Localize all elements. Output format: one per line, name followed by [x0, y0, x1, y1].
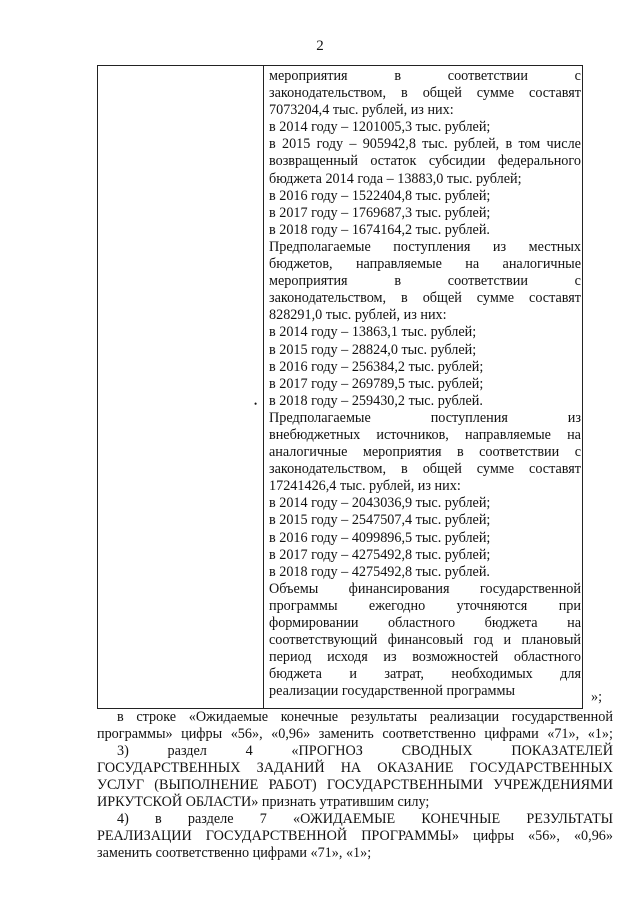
table-text-line: законодательством, в общей сумме составят — [269, 461, 581, 478]
table-text-line: в 2018 году – 4275492,8 тыс. рублей. — [269, 563, 490, 580]
table-text-line: Объемы финансирования государственной — [269, 580, 581, 597]
body-text-line: заменить соответственно цифрами «71», «1»; — [97, 845, 372, 861]
table-text-line: в 2014 году – 2043036,9 тыс. рублей; — [269, 495, 491, 512]
table-text-line: 17241426,4 тыс. рублей, из них: — [269, 478, 461, 495]
table-text-line: законодательством, в общей сумме составят — [269, 85, 581, 102]
table-text-line: в 2016 году – 1522404,8 тыс. рублей; — [269, 187, 491, 204]
table-text-line: возвращенный остаток субсидии федерального — [269, 153, 581, 170]
table-text-line: в 2018 году – 259430,2 тыс. рублей. — [269, 392, 483, 409]
body-text-line: 3) раздел 4 «ПРОГНОЗ СВОДНЫХ ПОКАЗАТЕЛЕЙ — [117, 743, 613, 759]
table-text-line: период исходя из возможностей областного — [269, 649, 581, 666]
column-divider — [263, 66, 264, 708]
table-text-line: аналогичные мероприятия в соответствии с — [269, 444, 581, 461]
financing-text-cell — [269, 68, 581, 700]
financing-table — [97, 65, 583, 709]
body-text-line: 4) в разделе 7 «ОЖИДАЕМЫЕ КОНЕЧНЫЕ РЕЗУЛЬТАТЫ — [117, 811, 613, 827]
table-text-line: в 2017 году – 4275492,8 тыс. рублей; — [269, 546, 491, 563]
table-text-line: бюджетов, направляемые на аналогичные — [269, 256, 581, 273]
table-text-line: законодательством, в общей сумме составят — [269, 290, 581, 307]
body-text-line: в строке «Ожидаемые конечные результаты реализации государственной — [117, 709, 613, 725]
table-text-line: в 2018 году – 1674164,2 тыс. рублей. — [269, 221, 490, 238]
closing-quote: »; — [591, 689, 603, 705]
body-text-line: УСЛУГ (ВЫПОЛНЕНИЕ РАБОТ) ГОСУДАРСТВЕННЫМИ УЧРЕЖДЕНИЯМИ — [97, 777, 613, 793]
table-text-line: соответствующий финансовый год и плановый — [269, 632, 581, 649]
table-text-line: внебюджетных источников, направляемые на — [269, 426, 581, 443]
table-text-line: программы ежегодно уточняются при — [269, 597, 581, 614]
amendment-text — [97, 709, 613, 862]
table-text-line: бюджета и затрат, необходимых для — [269, 666, 581, 683]
left-column-mark: • — [254, 399, 258, 409]
table-text-line: в 2015 году – 2547507,4 тыс. рублей; — [269, 512, 491, 529]
body-text-line: ГОСУДАРСТВЕННЫХ ЗАДАНИЙ НА ОКАЗАНИЕ ГОСУДАРСТВЕННЫХ — [97, 760, 613, 776]
body-text-line: ИРКУТСКОЙ ОБЛАСТИ» признать утратившим силу; — [97, 794, 430, 810]
page-number: 2 — [316, 38, 324, 54]
table-text-line: в 2014 году – 1201005,3 тыс. рублей; — [269, 119, 491, 136]
table-text-line: мероприятия в соответствии с — [269, 273, 581, 290]
table-text-line: бюджета 2014 года – 13883,0 тыс. рублей; — [269, 170, 522, 187]
table-text-line: Предполагаемые поступления из местных — [269, 238, 581, 255]
table-text-line: реализации государственной программы — [269, 683, 516, 700]
table-text-line: в 2016 году – 256384,2 тыс. рублей; — [269, 358, 484, 375]
table-text-line: мероприятия в соответствии с — [269, 68, 581, 84]
body-text-line: программы» цифры «56», «0,96» заменить соответственно цифрами «71», «1»; — [97, 726, 613, 742]
table-text-line: в 2015 году – 905942,8 тыс. рублей, в том числе — [269, 136, 581, 153]
table-text-line: в 2015 году – 28824,0 тыс. рублей; — [269, 341, 477, 358]
body-text-line: РЕАЛИЗАЦИИ ГОСУДАРСТВЕННОЙ ПРОГРАММЫ» цифры «56», «0,96» — [97, 828, 613, 844]
table-text-line: формировании областного бюджета на — [269, 615, 581, 631]
table-text-line: Предполагаемые поступления из — [269, 409, 581, 426]
table-text-line: в 2017 году – 1769687,3 тыс. рублей; — [269, 204, 491, 221]
table-text-line: 7073204,4 тыс. рублей, из них: — [269, 102, 454, 119]
table-text-line: в 2014 году – 13863,1 тыс. рублей; — [269, 324, 477, 341]
table-text-line: 828291,0 тыс. рублей, из них: — [269, 307, 447, 324]
table-text-line: в 2017 году – 269789,5 тыс. рублей; — [269, 375, 484, 392]
table-text-line: в 2016 году – 4099896,5 тыс. рублей; — [269, 529, 491, 546]
